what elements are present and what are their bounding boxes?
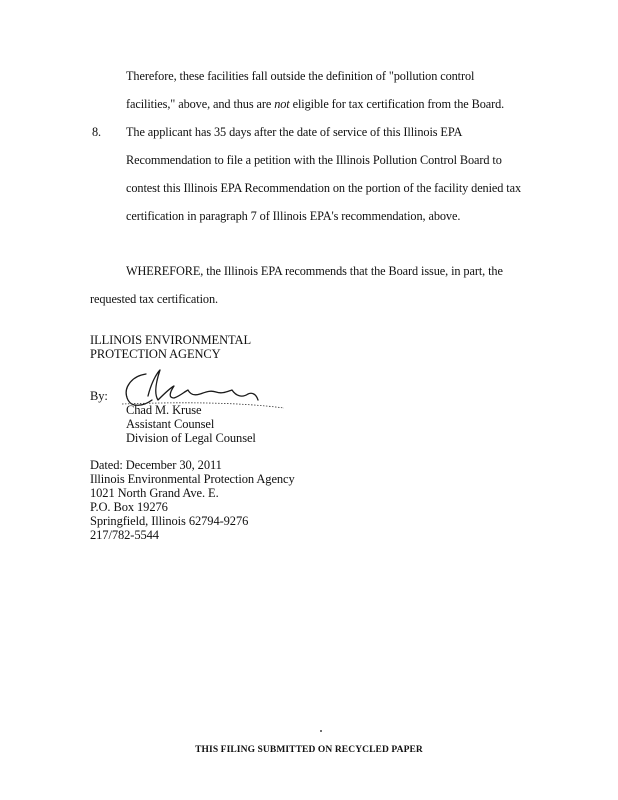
wherefore-line-1: WHEREFORE, the Illinois EPA recommends that the Board issue, in part, the bbox=[126, 264, 503, 278]
contact-street: 1021 North Grand Ave. E. bbox=[90, 486, 219, 500]
paragraph-7-line-2-post: eligible for tax certification from the Board. bbox=[289, 97, 505, 111]
paragraph-8-line-2: Recommendation to file a petition with the Illinois Pollution Control Board to bbox=[126, 153, 502, 167]
contact-pobox: P.O. Box 19276 bbox=[90, 500, 168, 514]
dated-line: Dated: December 30, 2011 bbox=[90, 458, 222, 472]
agency-name-line-1: ILLINOIS ENVIRONMENTAL bbox=[90, 333, 252, 347]
paragraph-7-line-2-pre: facilities," above, and thus are bbox=[126, 97, 275, 111]
page-footer: THIS FILING SUBMITTED ON RECYCLED PAPER bbox=[195, 745, 423, 755]
paragraph-8-line-1: The applicant has 35 days after the date of service of this Illinois EPA bbox=[126, 125, 463, 139]
paragraph-7-emphasis: not bbox=[274, 97, 290, 111]
scan-speck bbox=[320, 730, 322, 732]
paragraph-7-line-2 bbox=[126, 97, 504, 111]
signer-division: Division of Legal Counsel bbox=[126, 431, 256, 445]
paragraph-8-number: 8. bbox=[92, 125, 102, 139]
contact-org: Illinois Environmental Protection Agency bbox=[90, 472, 295, 486]
signer-name: Chad M. Kruse bbox=[126, 403, 202, 417]
signer-title: Assistant Counsel bbox=[126, 417, 215, 431]
contact-phone: 217/782-5544 bbox=[90, 528, 159, 542]
by-label: By: bbox=[90, 389, 108, 403]
agency-name-line-2: PROTECTION AGENCY bbox=[90, 347, 221, 361]
paragraph-8-line-4: certification in paragraph 7 of Illinois EPA's recommendation, above. bbox=[126, 209, 461, 223]
contact-city: Springfield, Illinois 62794-9276 bbox=[90, 514, 249, 528]
paragraph-7-line-1: Therefore, these facilities fall outside the definition of "pollution control bbox=[126, 69, 475, 83]
wherefore-line-2: requested tax certification. bbox=[90, 292, 218, 306]
paragraph-8-line-3: contest this Illinois EPA Recommendation on the portion of the facility denied tax bbox=[126, 181, 522, 195]
